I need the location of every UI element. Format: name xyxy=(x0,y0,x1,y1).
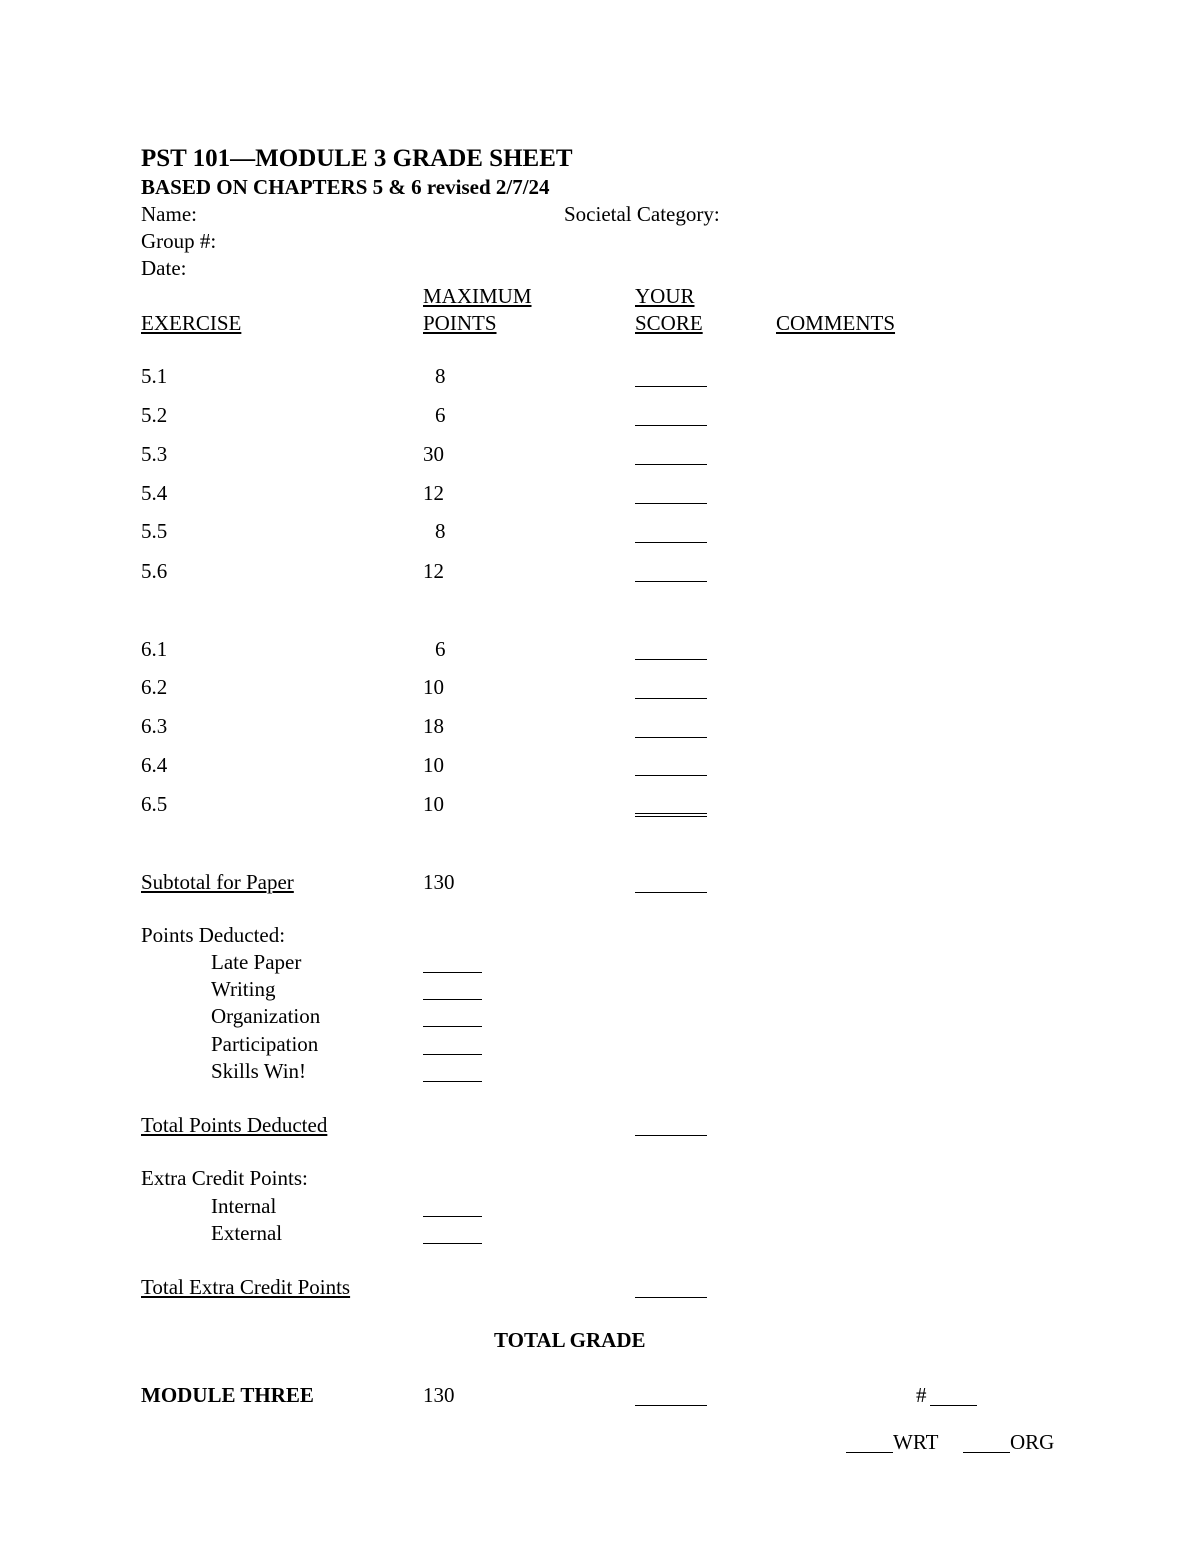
page-title: PST 101—MODULE 3 GRADE SHEET xyxy=(141,145,573,172)
exercise-label: 6.1 xyxy=(141,637,168,661)
wrt-blank[interactable] xyxy=(846,1452,893,1453)
exercise-label: 6.3 xyxy=(141,714,168,738)
deduction-participation: Participation xyxy=(211,1032,319,1056)
date-label: Date: xyxy=(141,256,187,280)
score-blank[interactable] xyxy=(635,813,707,817)
module-three-points: 130 xyxy=(423,1383,455,1407)
exercise-label: 6.5 xyxy=(141,792,168,816)
deduction-organization: Organization xyxy=(211,1004,321,1028)
score-blank[interactable] xyxy=(635,503,707,504)
total-deducted-label: Total Points Deducted xyxy=(141,1113,328,1137)
exercise-label: 5.3 xyxy=(141,442,168,466)
total-grade-heading: TOTAL GRADE xyxy=(494,1328,646,1352)
deduction-blank[interactable] xyxy=(423,1054,482,1055)
exercise-label: 5.5 xyxy=(141,519,168,543)
module-three-label: MODULE THREE xyxy=(141,1383,314,1407)
deduction-blank[interactable] xyxy=(423,972,482,973)
score-blank[interactable] xyxy=(635,698,707,699)
max-points: 10 xyxy=(423,792,444,816)
max-points: 8 xyxy=(435,364,446,388)
max-points: 12 xyxy=(423,559,444,583)
exercise-label: 5.4 xyxy=(141,481,168,505)
exercise-label: 5.6 xyxy=(141,559,168,583)
hash-label: # xyxy=(916,1383,927,1407)
org-blank[interactable] xyxy=(963,1452,1010,1453)
score-blank[interactable] xyxy=(635,464,707,465)
header-your: YOUR xyxy=(635,284,695,308)
deduction-late-paper: Late Paper xyxy=(211,950,302,974)
header-score: SCORE xyxy=(635,311,703,335)
deduction-skills-win: Skills Win! xyxy=(211,1059,307,1083)
exercise-label: 5.2 xyxy=(141,403,168,427)
subtotal-points: 130 xyxy=(423,870,455,894)
module-three-score-blank[interactable] xyxy=(635,1405,707,1406)
extra-credit-internal: Internal xyxy=(211,1194,277,1218)
deduction-blank[interactable] xyxy=(423,999,482,1000)
extra-credit-heading: Extra Credit Points: xyxy=(141,1166,308,1190)
score-blank[interactable] xyxy=(635,386,707,387)
subtotal-blank[interactable] xyxy=(635,892,707,893)
max-points: 10 xyxy=(423,675,444,699)
org-label: ORG xyxy=(1010,1430,1055,1454)
total-extra-credit-blank[interactable] xyxy=(635,1297,707,1298)
header-exercise: EXERCISE xyxy=(141,311,242,335)
score-blank[interactable] xyxy=(635,542,707,543)
max-points: 30 xyxy=(423,442,444,466)
extra-credit-blank[interactable] xyxy=(423,1216,482,1217)
extra-credit-blank[interactable] xyxy=(423,1243,482,1244)
max-points: 12 xyxy=(423,481,444,505)
score-blank[interactable] xyxy=(635,425,707,426)
max-points: 18 xyxy=(423,714,444,738)
name-label: Name: xyxy=(141,202,197,226)
hash-blank[interactable] xyxy=(930,1405,977,1406)
deduction-writing: Writing xyxy=(211,977,276,1001)
score-blank[interactable] xyxy=(635,659,707,660)
max-points: 10 xyxy=(423,753,444,777)
societal-category-label: Societal Category: xyxy=(564,202,720,226)
score-blank[interactable] xyxy=(635,581,707,582)
score-blank[interactable] xyxy=(635,737,707,738)
max-points: 6 xyxy=(435,637,446,661)
exercise-label: 5.1 xyxy=(141,364,168,388)
page-subtitle: BASED ON CHAPTERS 5 & 6 revised 2/7/24 xyxy=(141,175,550,199)
max-points: 6 xyxy=(435,403,446,427)
subtotal-label: Subtotal for Paper xyxy=(141,870,294,894)
deduction-blank[interactable] xyxy=(423,1026,482,1027)
exercise-label: 6.2 xyxy=(141,675,168,699)
max-points: 8 xyxy=(435,519,446,543)
exercise-label: 6.4 xyxy=(141,753,168,777)
total-deducted-blank[interactable] xyxy=(635,1135,707,1136)
total-extra-credit-label: Total Extra Credit Points xyxy=(141,1275,351,1299)
header-points: POINTS xyxy=(423,311,497,335)
score-blank[interactable] xyxy=(635,775,707,776)
header-maximum: MAXIMUM xyxy=(423,284,532,308)
wrt-label: WRT xyxy=(893,1430,939,1454)
header-comments: COMMENTS xyxy=(776,311,896,335)
deduction-blank[interactable] xyxy=(423,1081,482,1082)
group-label: Group #: xyxy=(141,229,217,253)
points-deducted-heading: Points Deducted: xyxy=(141,923,286,947)
extra-credit-external: External xyxy=(211,1221,283,1245)
